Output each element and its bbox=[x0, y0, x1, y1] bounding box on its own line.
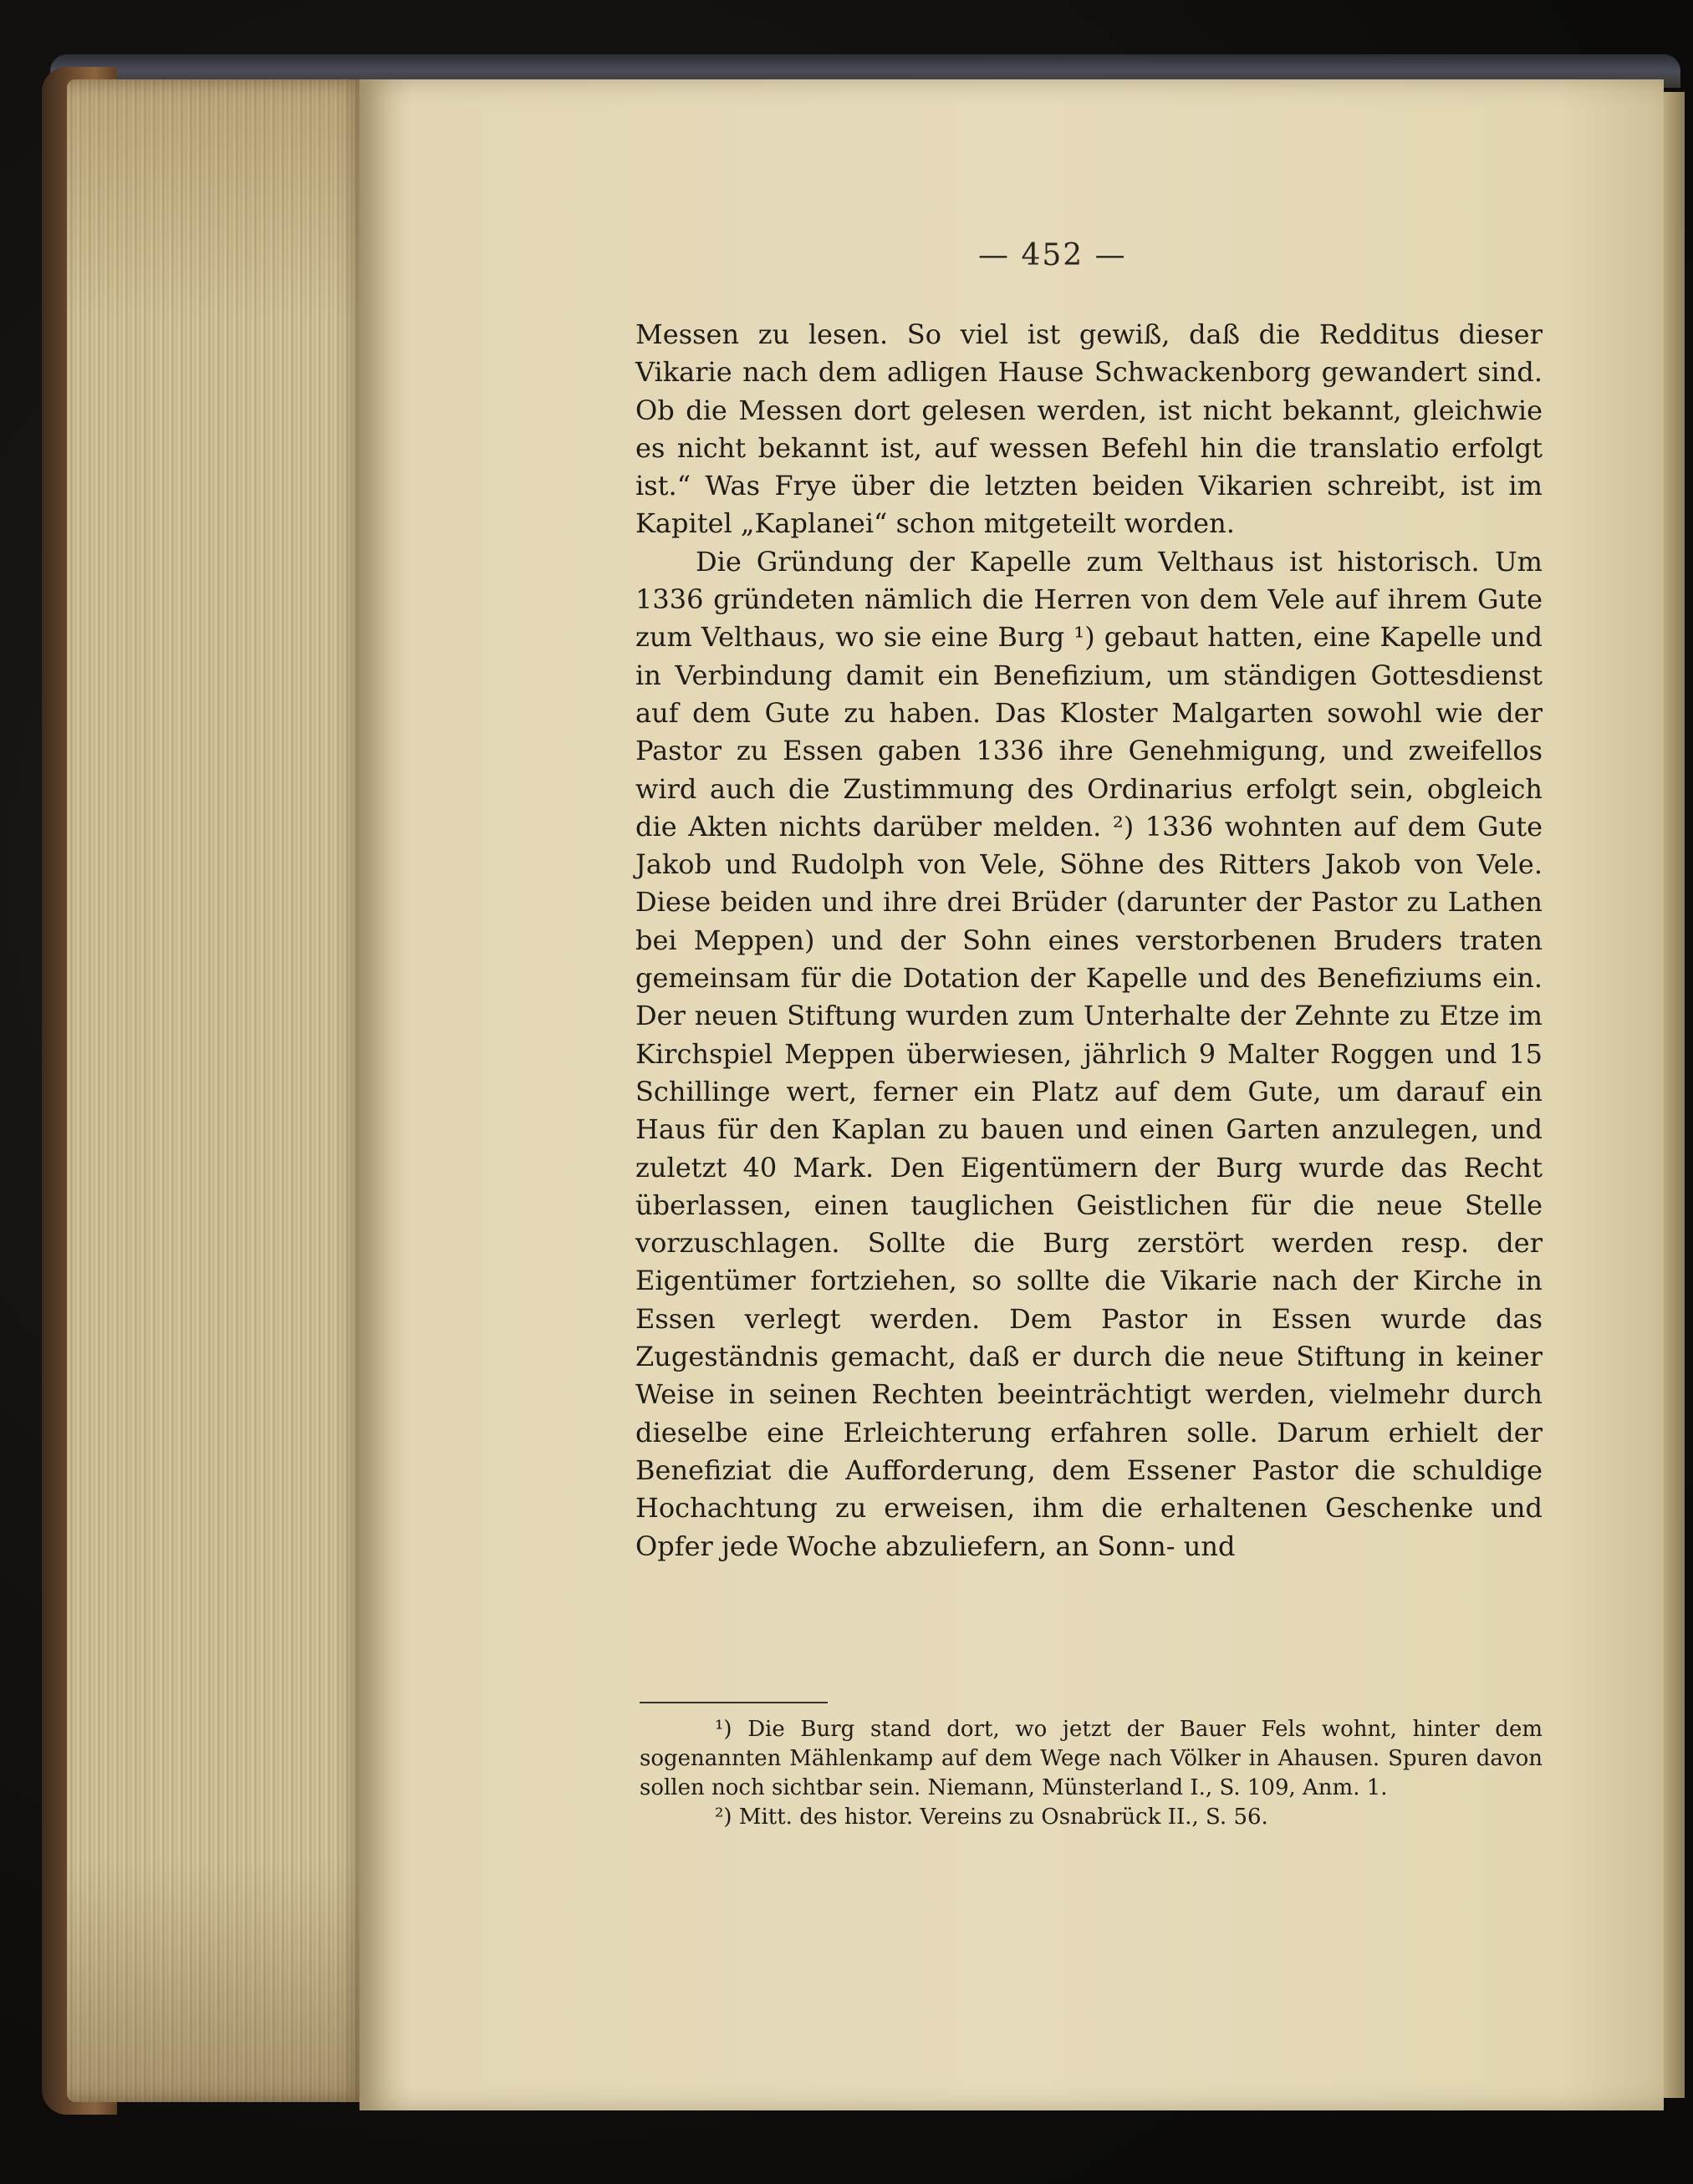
page-number: — 452 — bbox=[978, 238, 1127, 272]
paragraph-2: Die Gründung der Kapelle zum Velthaus ist historisch. Um 1336 gründeten nämlich die Herren von dem Vele auf ihrem Gute zum Velthaus, wo sie eine Burg ¹) gebaut hatten, eine Kapelle und in Verbindung damit ein Benefizium, um ständigen Gottesdienst auf dem Gute zu haben. Das Kloster Malgarten sowohl wie der Pastor zu Essen gaben 1336 ihre Genehmigung, und zweifellos wird auch die Zustimmung des Ordinarius erfolgt sein, obgleich die Akten nichts darüber melden. ²) 1336 wohnten auf dem Gute Jakob und Rudolph von Vele, Söhne des Ritters Jakob von Vele. Diese beiden und ihre drei Brüder (darunter der Pastor zu Lathen bei Meppen) und der Sohn eines verstorbenen Bruders traten gemeinsam für die Dotation der Kapelle und des Benefiziums ein. Der neuen Stiftung wurden zum Unterhalte der Zehnte zu Etze im Kirchspiel Meppen überwiesen, jährlich 9 Malter Roggen und 15 Schillinge wert, ferner ein Platz auf dem Gute, um darauf ein Haus für den Kaplan zu bauen und einen Garten anzulegen, und zuletzt 40 Mark. Den Eigentümern der Burg wurde das Recht überlassen, einen tauglichen Geistlichen für die neue Stelle vorzuschlagen. Sollte die Burg zerstört werden resp. der Eigentümer fortziehen, so sollte die Vikarie nach der Kirche in Essen verlegt werden. Dem Pastor in Essen wurde das Zugeständnis gemacht, daß er durch die neue Stiftung in keiner Weise in seinen Rechten beeinträchtigt werden, vielmehr durch dieselbe eine Erleichterung erfahren solle. Darum erhielt der Benefiziat die Aufforderung, dem Essener Pastor die schuldige Hochachtung zu erweisen, ihm die erhaltenen Geschenke und Opfer jede Woche abzuliefern, an Sonn- und bbox=[635, 545, 1543, 1562]
footnote-2: ²) Mitt. des histor. Vereins zu Osnabrück II., S. 56. bbox=[715, 1805, 1268, 1830]
footnote-divider bbox=[640, 1702, 828, 1703]
footnote-1: ¹) Die Burg stand dort, wo jetzt der Bauer Fels wohnt, hinter dem sogenannten Mählenkamp auf dem Wege nach Völker in Ahausen. Spuren davon sollen noch sichtbar sein. Niemann, Münsterland I., S. 109, Anm. 1. bbox=[640, 1717, 1543, 1800]
page-right-edge bbox=[1664, 92, 1685, 2098]
page-edges-stack bbox=[67, 79, 368, 2102]
body-text bbox=[635, 316, 1543, 1565]
paragraph-1: Messen zu lesen. So viel ist gewiß, daß die Redditus dieser Vikarie nach dem adligen Hause Schwackenborg gewandert sind. Ob die Messen dort gelesen werden, ist nicht bekannt, gleichwie es nicht bekannt ist, auf wessen Befehl hin die translatio erfolgt ist.“ Was Frye über die letzten beiden Vikarien schreibt, ist im Kapitel „Kaplanei“ schon mitgeteilt worden. bbox=[635, 318, 1543, 540]
footnotes bbox=[640, 1715, 1543, 1832]
